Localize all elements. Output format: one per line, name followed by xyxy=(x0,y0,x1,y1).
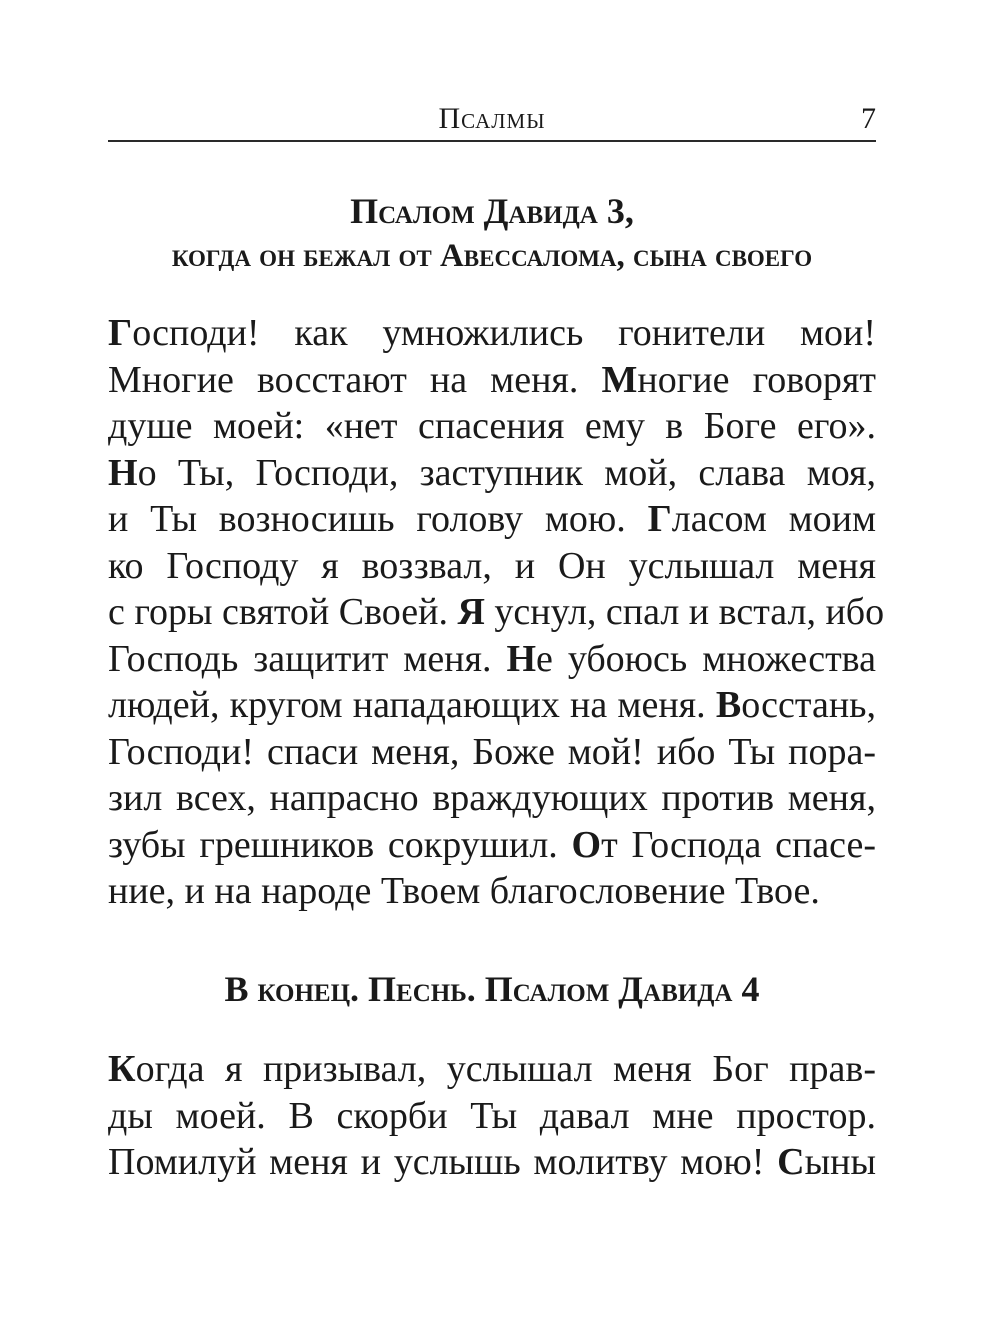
verse-initial: Г xyxy=(647,498,672,540)
text-line xyxy=(108,357,876,404)
verse-text: ние, и на народе Твоем благословение Твое. xyxy=(108,870,820,912)
text-line xyxy=(108,868,876,915)
text-line xyxy=(108,543,876,590)
verse-text: е убоюсь множества xyxy=(536,637,876,680)
verse-text: ко Господу я воззвал, и Он услышал меня xyxy=(108,544,876,587)
psalm-3-subheading: когда он бежал от Авессалома, сына своего xyxy=(171,238,813,274)
verse-initial: М xyxy=(601,358,638,401)
verse-initial: К xyxy=(108,1048,136,1090)
psalm-3-heading: Псалом Давида 3, xyxy=(350,191,634,231)
verse-text: Господи! спаси меня, Боже мой! ибо Ты пора- xyxy=(108,730,876,773)
verse-text: и Ты возносишь голову мою. xyxy=(108,498,648,540)
page-number: 7 xyxy=(861,102,876,135)
verse-initial: Н xyxy=(108,451,138,494)
text-line xyxy=(108,729,876,776)
running-head xyxy=(108,100,876,142)
text-line xyxy=(108,403,876,450)
verse-initial: Я xyxy=(457,591,485,633)
verse-text: о Ты, Господи, заступник мой, слава моя, xyxy=(137,451,876,494)
verse-text: зил всех, напрасно враждующих против меня, xyxy=(108,777,876,819)
verse-text: Господь защитит меня. xyxy=(108,637,507,680)
verse-text: огда я призывал, услышал меня Бог прав- xyxy=(135,1048,876,1090)
text-line xyxy=(108,496,876,543)
text-line xyxy=(108,1093,876,1140)
verse-initial: О xyxy=(571,823,602,866)
verse-text: ды моей. В скорби Ты давал мне простор. xyxy=(108,1094,876,1137)
verse-text: осстань, xyxy=(741,684,876,726)
verse-initial: Н xyxy=(506,637,537,680)
text-line xyxy=(108,822,876,869)
verse-text: уснул, спал и встал, ибо xyxy=(484,591,885,633)
verse-initial: Г xyxy=(108,312,133,354)
text-line xyxy=(108,1046,876,1093)
verse-initial: В xyxy=(715,684,742,726)
running-title: Псалмы xyxy=(438,102,546,135)
text-line xyxy=(108,450,876,497)
verse-text: Помилуй меня и услышь молитву мою! xyxy=(108,1141,778,1183)
psalm-3-text xyxy=(108,310,885,915)
verse-text: ыны xyxy=(804,1141,876,1183)
verse-text: с горы святой Своей. xyxy=(108,591,458,633)
text-line xyxy=(108,589,885,636)
verse-initial: С xyxy=(777,1141,805,1183)
psalm-4-heading: В конец. Песнь. Псалом Давида 4 xyxy=(224,969,760,1009)
verse-text: Многие восстают на меня. xyxy=(108,358,602,401)
verse-text: ногие говорят xyxy=(637,358,876,401)
verse-text: т Господа спасе- xyxy=(601,823,876,866)
verse-text: зубы грешников сокрушил. xyxy=(108,823,572,866)
text-line xyxy=(108,636,876,683)
text-line xyxy=(108,310,876,357)
text-line xyxy=(108,1139,876,1186)
text-line xyxy=(108,682,876,729)
text-line xyxy=(108,775,876,822)
verse-text: душе моей: «нет спасения ему в Боге его». xyxy=(108,405,876,447)
verse-text: ласом моим xyxy=(671,498,877,540)
verse-text: людей, кругом нападающих на меня. xyxy=(108,684,716,726)
psalm-4-text xyxy=(108,1046,876,1186)
verse-text: осподи! как умножились гонители мои! xyxy=(132,312,876,354)
